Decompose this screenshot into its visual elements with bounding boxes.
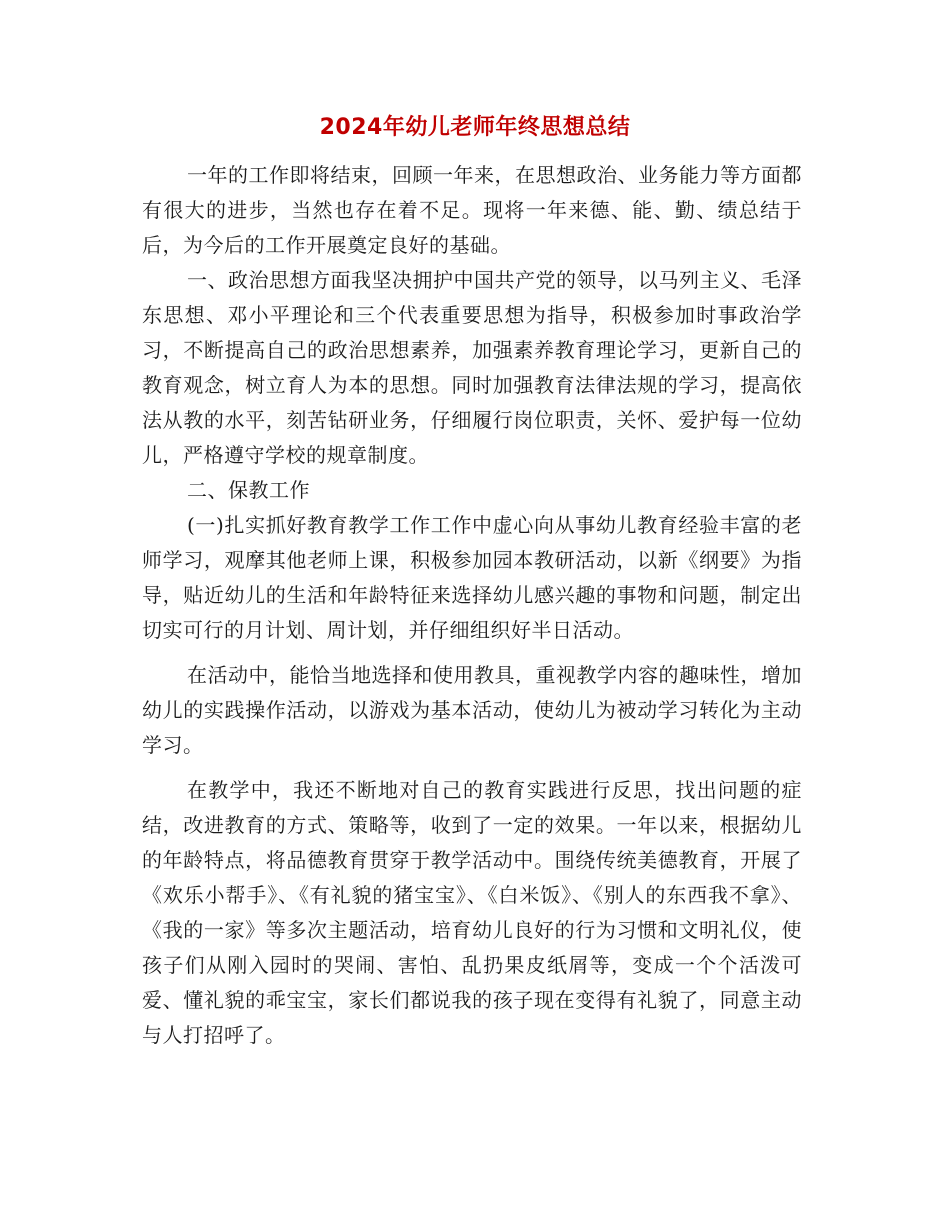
paragraph-reflection: 在教学中，我还不断地对自己的教育实践进行反思，找出问题的症结，改进教育的方式、策略等，收到了一定的效果。一年以来，根据幼儿的年龄特点，将品德教育贯穿于教学活动中。围绕传统美德教育，开展了《欢乐小帮手》、《有礼貌的猪宝宝》、《白米饭》、《别人的东西我不拿》、《我的一家》等多次主题活动，培育幼儿良好的行为习惯和文明礼仪，使孩子们从刚入园时的哭闹、害怕、乱扔果皮纸屑等，变成一个个活泼可爱、懂礼貌的乖宝宝，家长们都说我的孩子现在变得有礼貌了，同意主动与人打招呼了。 xyxy=(142,778,802,1047)
paragraph-heading-care-education: 二、保教工作 xyxy=(187,478,310,502)
document-title: 2024年幼儿老师年终思想总结 xyxy=(319,115,631,140)
document-body xyxy=(142,158,802,1053)
paragraph-teaching-work: (一)扎实抓好教育教学工作工作中虚心向从事幼儿教育经验丰富的老师学习，观摩其他老师上课，积极参加园本教研活动，以新《纲要》为指导，贴近幼儿的生活和年龄特征来选择幼儿感兴趣的事物和问题，制定出切实可行的月计划、周计划，并仔细组织好半日活动。 xyxy=(142,513,802,642)
paragraph-political-thought: 一、政治思想方面我坚决拥护中国共产党的领导，以马列主义、毛泽东思想、邓小平理论和三个代表重要思想为指导，积极参加时事政治学习，不断提高自己的政治思想素养，加强素养教育理论学习，更新自己的教育观念，树立育人为本的思想。同时加强教育法律法规的学习，提高依法从教的水平，刻苦钻研业务，仔细履行岗位职责，关怀、爱护每一位幼儿，严格遵守学校的规章制度。 xyxy=(142,268,802,467)
paragraph-activities: 在活动中，能恰当地选择和使用教具，重视教学内容的趣味性，增加幼儿的实践操作活动，以游戏为基本活动，使幼儿为被动学习转化为主动学习。 xyxy=(142,663,802,757)
paragraph-intro: 一年的工作即将结束，回顾一年来，在思想政治、业务能力等方面都有很大的进步，当然也存在着不足。现将一年来德、能、勤、绩总结于后，为今后的工作开展奠定良好的基础。 xyxy=(142,163,802,257)
